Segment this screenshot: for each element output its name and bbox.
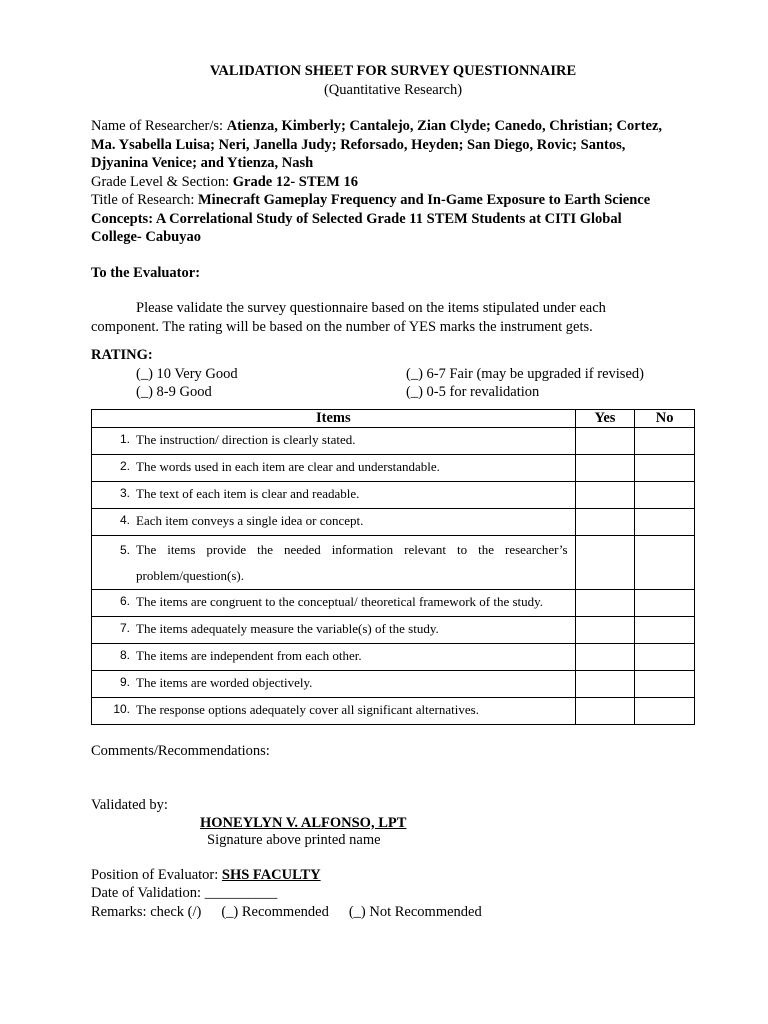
rating-option: (_) 8-9 Good <box>136 383 212 400</box>
row-text: The items provide the needed information relevant to the researcher’s problem/question(s). <box>136 541 568 583</box>
row-text: The items are worded objectively. <box>136 674 313 690</box>
research-title-line-2: Concepts: A Correlational Study of Selected Grade 11 STEM Students at CITI Global <box>91 210 622 227</box>
evaluator-name: HONEYLYN V. ALFONSO, LPT <box>200 814 407 831</box>
remarks-label: Remarks: check (/) <box>91 903 202 920</box>
table-row <box>92 454 695 481</box>
yes-cell[interactable] <box>575 643 635 670</box>
instructions-line-1: Please validate the survey questionnaire based on the items stipulated under each <box>136 300 606 316</box>
table-row <box>92 535 695 589</box>
research-title-line-1: Title of Research: Minecraft Gameplay Frequency and In-Game Exposure to Earth Science <box>91 192 651 208</box>
row-number: 5. <box>119 542 130 557</box>
date-line: Date of Validation: __________ <box>91 885 278 901</box>
row-text: The text of each item is clear and readable. <box>136 485 360 501</box>
row-number: 3. <box>119 485 130 500</box>
table-row <box>92 670 695 697</box>
comments-label: Comments/Recommendations: <box>91 742 270 759</box>
research-title-line-3: College- Cabuyao <box>91 229 201 245</box>
position-line: Position of Evaluator: SHS FACULTY <box>91 866 321 883</box>
row-number: 10. <box>113 701 130 716</box>
researcher-label: Name of Researcher/s: <box>91 118 227 134</box>
table-row <box>92 589 695 616</box>
document-subtitle: (Quantitative Research) <box>323 82 463 98</box>
row-number: 4. <box>119 512 130 527</box>
signature-caption: Signature above printed name <box>207 831 381 848</box>
rating-option: (_) 6-7 Fair (may be upgraded if revised) <box>406 365 644 382</box>
row-text: Each item conveys a single idea or concept. <box>136 512 364 528</box>
header-items: Items <box>92 409 576 427</box>
no-cell[interactable] <box>635 616 695 643</box>
no-cell[interactable] <box>635 427 695 454</box>
researcher-names-1: Atienza, Kimberly; Cantalejo, Zian Clyde; Canedo, Christian; Cortez, <box>226 118 663 134</box>
position-value: SHS FACULTY <box>221 866 321 883</box>
table-row <box>92 427 695 454</box>
grade-line: Grade Level & Section: Grade 12- STEM 16 <box>91 173 358 190</box>
yes-cell[interactable] <box>575 427 635 454</box>
yes-cell[interactable] <box>575 589 635 616</box>
validated-by-label: Validated by: <box>91 797 168 813</box>
no-cell[interactable] <box>635 508 695 535</box>
grade-value: Grade 12- STEM 16 <box>232 173 358 190</box>
rating-option: (_) 0-5 for revalidation <box>406 383 540 400</box>
table-header-row <box>92 409 695 427</box>
table-row <box>92 697 695 724</box>
yes-cell[interactable] <box>575 670 635 697</box>
yes-cell[interactable] <box>575 535 635 589</box>
row-number: 2. <box>119 458 130 473</box>
no-cell[interactable] <box>635 535 695 589</box>
row-text: The words used in each item are clear and understandable. <box>136 458 440 474</box>
yes-cell[interactable] <box>575 508 635 535</box>
row-number: 7. <box>119 620 130 635</box>
row-number: 8. <box>119 647 130 662</box>
header-yes: Yes <box>575 409 635 427</box>
remarks-not-recommended[interactable]: (_) Not Recommended <box>348 903 482 920</box>
no-cell[interactable] <box>635 670 695 697</box>
header-no: No <box>635 409 695 427</box>
row-text: The instruction/ direction is clearly stated. <box>136 431 356 447</box>
row-text: The items adequately measure the variable(s) of the study. <box>136 620 439 636</box>
no-cell[interactable] <box>635 643 695 670</box>
table-row <box>92 508 695 535</box>
remarks-line <box>91 903 695 922</box>
instructions-line-2: component. The rating will be based on the number of YES marks the instrument gets. <box>91 318 593 335</box>
row-number: 6. <box>119 593 130 608</box>
no-cell[interactable] <box>635 481 695 508</box>
yes-cell[interactable] <box>575 616 635 643</box>
validation-table <box>91 409 695 725</box>
table-row <box>92 481 695 508</box>
no-cell[interactable] <box>635 454 695 481</box>
yes-cell[interactable] <box>575 697 635 724</box>
remarks-recommended[interactable]: (_) Recommended <box>221 903 329 920</box>
yes-cell[interactable] <box>575 481 635 508</box>
no-cell[interactable] <box>635 589 695 616</box>
row-text: The items are congruent to the conceptual/ theoretical framework of the study. <box>136 593 544 609</box>
table-row <box>92 616 695 643</box>
document-title: VALIDATION SHEET FOR SURVEY QUESTIONNAIRE <box>209 63 577 79</box>
row-text: The response options adequately cover all significant alternatives. <box>136 701 479 717</box>
rating-option: (_) 10 Very Good <box>136 365 238 382</box>
document-page <box>91 62 695 921</box>
no-cell[interactable] <box>635 697 695 724</box>
row-text: The items are independent from each other. <box>136 647 362 663</box>
row-number: 9. <box>119 674 130 689</box>
researcher-line-3: Djyanina Venice; and Ytienza, Nash <box>91 155 314 171</box>
researcher-line-2: Ma. Ysabella Luisa; Neri, Janella Judy; Reforsado, Heyden; San Diego, Rovic; Santos, <box>91 136 626 153</box>
evaluator-heading: To the Evaluator: <box>91 264 201 281</box>
rating-options <box>136 365 695 401</box>
table-row <box>92 643 695 670</box>
rating-heading: RATING: <box>91 347 153 363</box>
researcher-line-1 <box>91 117 695 136</box>
yes-cell[interactable] <box>575 454 635 481</box>
row-number: 1. <box>119 431 130 446</box>
